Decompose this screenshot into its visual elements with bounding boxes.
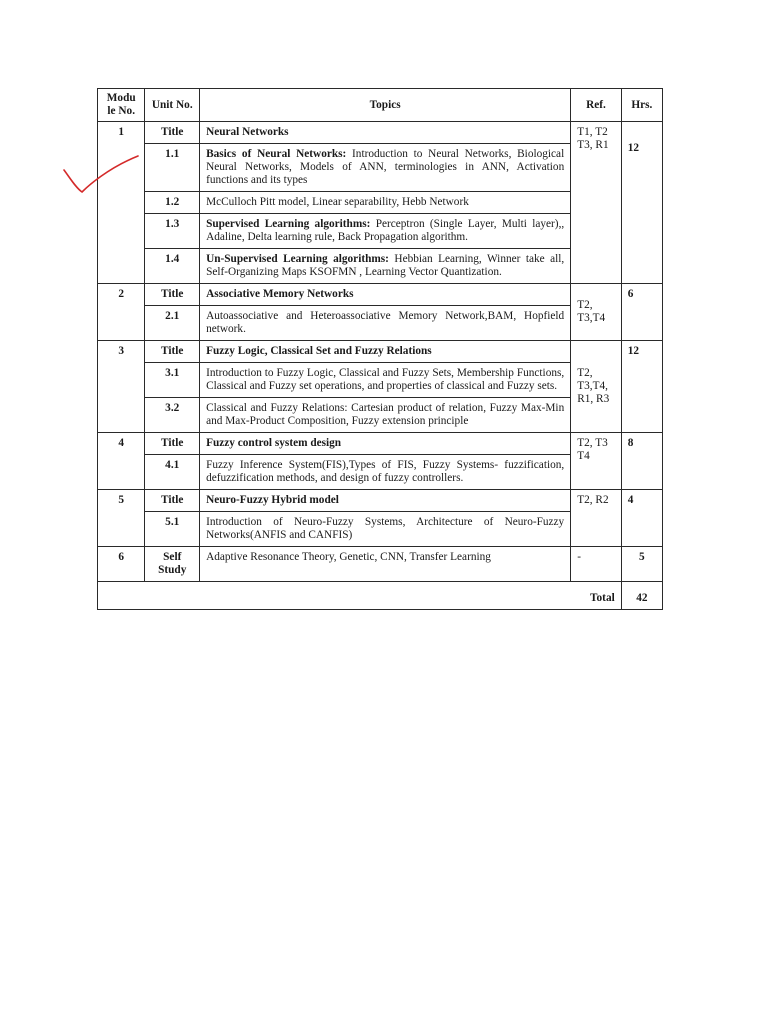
unit-topic-heading: Un-Supervised Learning algorithms: bbox=[206, 253, 389, 265]
module-ref: T2, R2 bbox=[571, 490, 622, 547]
header-topics: Topics bbox=[200, 89, 571, 122]
unit-number: 2.1 bbox=[145, 306, 200, 341]
self-study-hours: 5 bbox=[621, 547, 662, 582]
module-title: Fuzzy Logic, Classical Set and Fuzzy Relations bbox=[200, 341, 571, 363]
header-ref: Ref. bbox=[571, 89, 622, 122]
unit-number: 3.1 bbox=[145, 363, 200, 398]
unit-topic bbox=[200, 144, 571, 192]
table-row bbox=[98, 122, 663, 144]
unit-topic-heading: Supervised Learning algorithms: bbox=[206, 218, 371, 230]
total-value: 42 bbox=[621, 582, 662, 610]
unit-topic-text: Hebbian Learning, Winner take all, Self-Organizing Maps KSOFMN , Learning Vector Quantization. bbox=[206, 253, 565, 278]
self-study-label: Self Study bbox=[145, 547, 200, 582]
unit-topic bbox=[200, 363, 571, 398]
module-ref: T2, T3,T4, R1, R3 bbox=[571, 341, 622, 433]
unit-title-label: Title bbox=[145, 284, 200, 306]
unit-topic-text: Introduction to Neural Networks, Biological Neural Networks, Models of ANN, terminologies in ANN, Activation functions and its types bbox=[206, 148, 565, 186]
table-row bbox=[98, 341, 663, 363]
unit-topic bbox=[200, 306, 571, 341]
module-title: Fuzzy control system design bbox=[200, 433, 571, 455]
module-number: 4 bbox=[98, 433, 145, 490]
unit-number: 1.4 bbox=[145, 249, 200, 284]
module-number: 5 bbox=[98, 490, 145, 547]
unit-topic-heading: Basics of Neural Networks: bbox=[206, 148, 347, 160]
unit-number: 1.2 bbox=[145, 192, 200, 214]
module-hours: 6 bbox=[621, 284, 662, 341]
unit-topic bbox=[200, 214, 571, 249]
unit-topic-text: Classical and Fuzzy Relations: Cartesian product of relation, Fuzzy Max-Min and Max-Product Composition, Fuzzy extension principle bbox=[206, 402, 565, 427]
unit-title-label: Title bbox=[145, 341, 200, 363]
module-number: 2 bbox=[98, 284, 145, 341]
syllabus-table bbox=[97, 88, 663, 610]
module-number: 1 bbox=[98, 122, 145, 284]
unit-topic-text: Introduction of Neuro-Fuzzy Systems, Architecture of Neuro-Fuzzy Networks(ANFIS and CANFIS) bbox=[206, 516, 565, 541]
module-hours: 12 bbox=[621, 122, 662, 284]
table-row bbox=[98, 490, 663, 512]
unit-title-label: Title bbox=[145, 122, 200, 144]
unit-topic bbox=[200, 512, 571, 547]
unit-topic-text: Fuzzy Inference System(FIS),Types of FIS, Fuzzy Systems- fuzzification, defuzzification methods, and design of fuzzy controllers. bbox=[206, 459, 565, 484]
unit-number: 5.1 bbox=[145, 512, 200, 547]
self-study-topic: Adaptive Resonance Theory, Genetic, CNN, Transfer Learning bbox=[200, 547, 571, 582]
total-label: Total bbox=[98, 582, 622, 610]
table-row bbox=[98, 547, 663, 582]
self-study-ref: - bbox=[571, 547, 622, 582]
module-number: 6 bbox=[98, 547, 145, 582]
syllabus-sheet bbox=[97, 88, 663, 610]
unit-topic-text: Introduction to Fuzzy Logic, Classical and Fuzzy Sets, Membership Functions, Classical and Fuzzy set operations, and properties of classical and Fuzzy sets. bbox=[206, 367, 565, 392]
module-number: 3 bbox=[98, 341, 145, 433]
module-title: Neuro-Fuzzy Hybrid model bbox=[200, 490, 571, 512]
module-ref: T1, T2 T3, R1 bbox=[571, 122, 622, 284]
unit-number: 1.3 bbox=[145, 214, 200, 249]
unit-topic-text: McCulloch Pitt model, Linear separability, Hebb Network bbox=[206, 196, 469, 208]
unit-number: 4.1 bbox=[145, 455, 200, 490]
unit-title-label: Title bbox=[145, 433, 200, 455]
unit-topic bbox=[200, 455, 571, 490]
table-row bbox=[98, 433, 663, 455]
header-module: Modu le No. bbox=[98, 89, 145, 122]
unit-topic-text: Autoassociative and Heteroassociative Memory Network,BAM, Hopfield network. bbox=[206, 310, 565, 335]
check-mark-icon bbox=[58, 148, 148, 208]
unit-topic bbox=[200, 249, 571, 284]
module-ref: T2, T3,T4 bbox=[571, 284, 622, 341]
module-title: Associative Memory Networks bbox=[200, 284, 571, 306]
unit-title-label: Title bbox=[145, 490, 200, 512]
table-row bbox=[98, 284, 663, 306]
module-hours: 4 bbox=[621, 490, 662, 547]
module-hours: 12 bbox=[621, 341, 662, 433]
unit-number: 3.2 bbox=[145, 398, 200, 433]
module-hours: 8 bbox=[621, 433, 662, 490]
unit-topic-text: Perceptron (Single Layer, Multi layer),, Adaline, Delta learning rule, Back Propagation algorithm. bbox=[206, 218, 565, 243]
table-header-row bbox=[98, 89, 663, 122]
unit-number: 1.1 bbox=[145, 144, 200, 192]
unit-topic bbox=[200, 398, 571, 433]
module-ref: T2, T3 T4 bbox=[571, 433, 622, 490]
unit-topic bbox=[200, 192, 571, 214]
header-hrs: Hrs. bbox=[621, 89, 662, 122]
header-unit: Unit No. bbox=[145, 89, 200, 122]
module-title: Neural Networks bbox=[200, 122, 571, 144]
total-row bbox=[98, 582, 663, 610]
